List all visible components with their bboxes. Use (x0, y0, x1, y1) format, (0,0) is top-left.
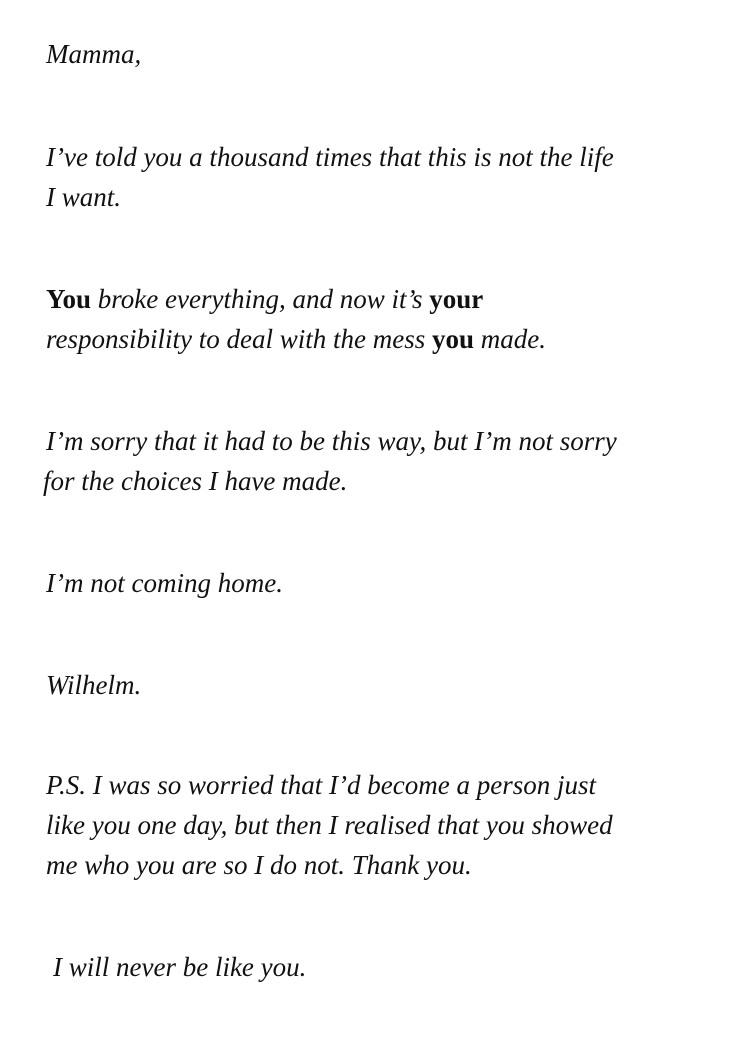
paragraph-line: I’m sorry that it had to be this way, but I’m not sorry (46, 426, 617, 456)
paragraph-thousand-times (46, 137, 706, 217)
signature: Wilhelm. (46, 670, 142, 700)
paragraph-line (46, 319, 706, 359)
text-run: broke everything, and now it’s (91, 284, 430, 314)
paragraph-line: I’ve told you a thousand times that this is not the life (46, 142, 614, 172)
text-run: made. (474, 324, 546, 354)
emphasis-your: your (429, 284, 484, 314)
emphasis-you: you (431, 324, 475, 354)
emphasis-you: You (46, 284, 92, 314)
paragraph-line: like you one day, but then I realised that you showed (46, 810, 613, 840)
paragraph-line: I want. (46, 182, 122, 212)
paragraph-line (46, 279, 706, 319)
paragraph-not-coming-home: I’m not coming home. (46, 568, 283, 598)
paragraph-line: me who you are so I do not. Thank you. (46, 850, 472, 880)
paragraph-line: P.S. I was so worried that I’d become a person just (46, 770, 596, 800)
paragraph-line: for the choices I have made. (43, 466, 348, 496)
closing-line: I will never be like you. (53, 952, 307, 982)
text-run: responsibility to deal with the mess (46, 324, 432, 354)
salutation: Mamma, (46, 39, 142, 69)
postscript (46, 765, 706, 885)
paragraph-sorry (43, 421, 703, 501)
paragraph-responsibility (46, 279, 706, 359)
